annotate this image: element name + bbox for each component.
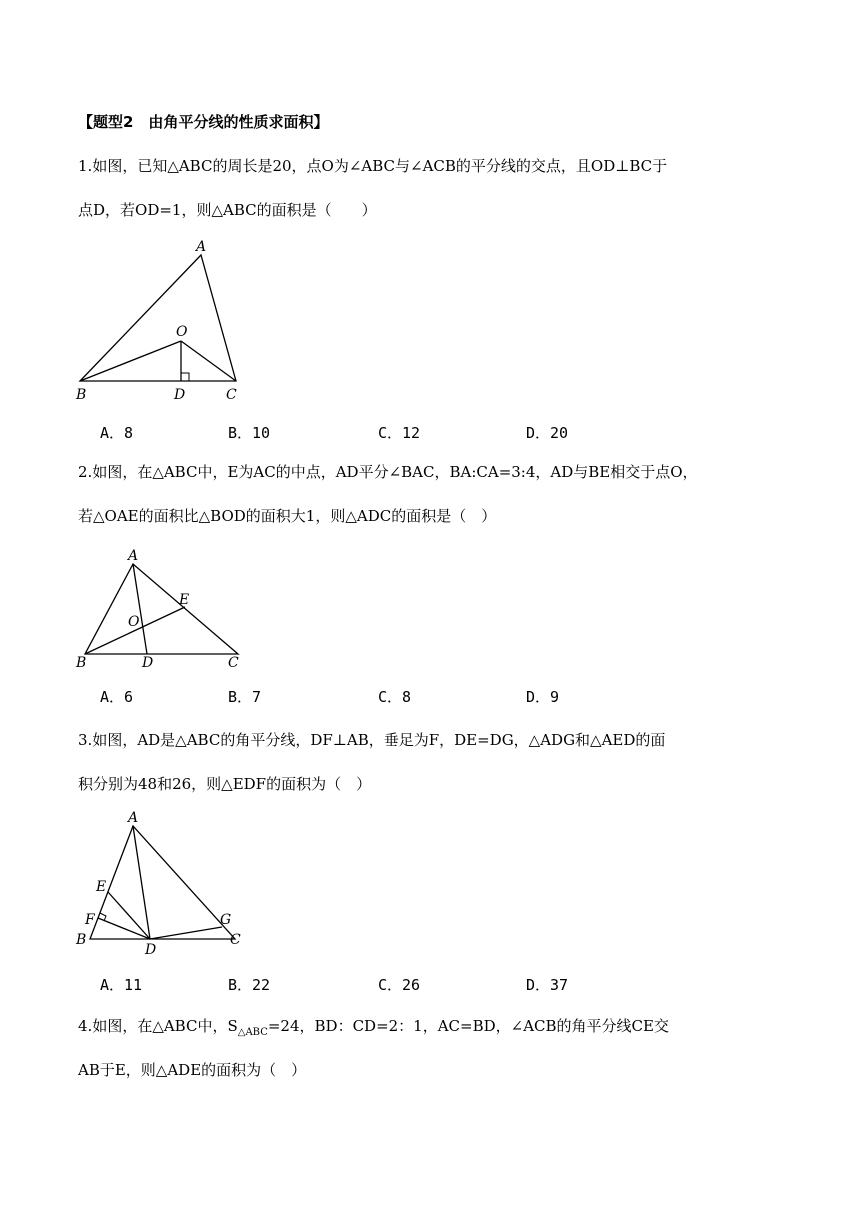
question-3-figure [70, 806, 260, 966]
triangle-abc [85, 564, 238, 654]
question-1-choices [100, 422, 800, 442]
label-e: E [179, 592, 190, 608]
segment-fd [98, 918, 150, 939]
question-3-line-1 [78, 730, 665, 750]
label-d: D [174, 387, 186, 403]
label-b: B [76, 655, 87, 671]
label-c: C [228, 655, 239, 671]
question-3-line-2: 积分别为48和26，则△EDF的面积为（ ） [78, 775, 372, 793]
question-4-line-1 [78, 1016, 669, 1043]
label-b: B [76, 932, 87, 948]
question-4-text-1b: =24，BD：CD=2：1，AC=BD，∠ACB的角平分线CE交 [267, 1017, 669, 1035]
question-2-choices [100, 686, 800, 706]
label-o: O [176, 324, 188, 340]
question-1-text-1: 如图，已知△ABC的周长是20，点O为∠ABC与∠ACB的平分线的交点，且OD⊥BC于 [92, 157, 668, 175]
question-2-line-2: 若△OAE的面积比△BOD的面积大1，则△ADC的面积是（ ） [78, 507, 497, 525]
question-4-text-1a: 如图，在△ABC中，S [92, 1017, 238, 1035]
question-3-choices [100, 974, 800, 994]
label-a: A [128, 810, 139, 826]
triangle-abc [80, 255, 236, 381]
label-o: O [128, 614, 140, 630]
question-2-number: 2. [78, 463, 93, 481]
question-1-line-1 [78, 156, 667, 176]
choice-c[interactable]: C．8 [378, 688, 412, 706]
question-2-line-1 [78, 462, 698, 482]
choice-d[interactable]: D．37 [526, 976, 569, 994]
question-2-text-1: 如图，在△ABC中，E为AC的中点，AD平分∠BAC，BA:CA=3:4，AD与BE相交于点O， [92, 463, 698, 481]
choice-b[interactable]: B．7 [228, 688, 262, 706]
question-1-number: 1. [78, 157, 93, 175]
triangle-abc [90, 826, 235, 939]
choice-d[interactable]: D．20 [526, 424, 569, 442]
choice-a[interactable]: A．6 [100, 688, 134, 706]
label-a: A [196, 239, 207, 255]
choice-d[interactable]: D．9 [526, 688, 560, 706]
right-angle-mark [181, 373, 189, 381]
label-e: E [96, 879, 107, 895]
question-2-figure [70, 544, 250, 674]
choice-a[interactable]: A．11 [100, 976, 143, 994]
question-4-subscript: △ABC [237, 1027, 268, 1038]
label-f: F [85, 912, 95, 928]
question-1-figure [70, 238, 270, 408]
label-a: A [128, 548, 139, 564]
question-3-number: 3. [78, 731, 93, 749]
label-c: C [226, 387, 237, 403]
question-4-number: 4. [78, 1017, 93, 1035]
label-d: D [142, 655, 154, 671]
choice-a[interactable]: A．8 [100, 424, 134, 442]
choice-c[interactable]: C．26 [378, 976, 421, 994]
label-c: C [230, 932, 241, 948]
choice-c[interactable]: C．12 [378, 424, 421, 442]
label-d: D [145, 942, 157, 958]
question-4-line-2: AB于E，则△ADE的面积为（ ） [78, 1061, 307, 1079]
segment-bo [80, 341, 181, 381]
choice-b[interactable]: B．10 [228, 424, 271, 442]
segment-ad [133, 564, 147, 654]
section-title: 【题型2 由角平分线的性质求面积】 [78, 113, 329, 131]
question-3-text-1: 如图，AD是△ABC的角平分线，DF⊥AB，垂足为F，DE=DG，△ADG和△AED的面 [92, 731, 666, 749]
question-1-line-2: 点D，若OD=1，则△ABC的面积是（ ） [78, 201, 377, 219]
choice-b[interactable]: B．22 [228, 976, 271, 994]
label-b: B [76, 387, 87, 403]
label-g: G [220, 912, 232, 928]
segment-gd [150, 927, 222, 939]
